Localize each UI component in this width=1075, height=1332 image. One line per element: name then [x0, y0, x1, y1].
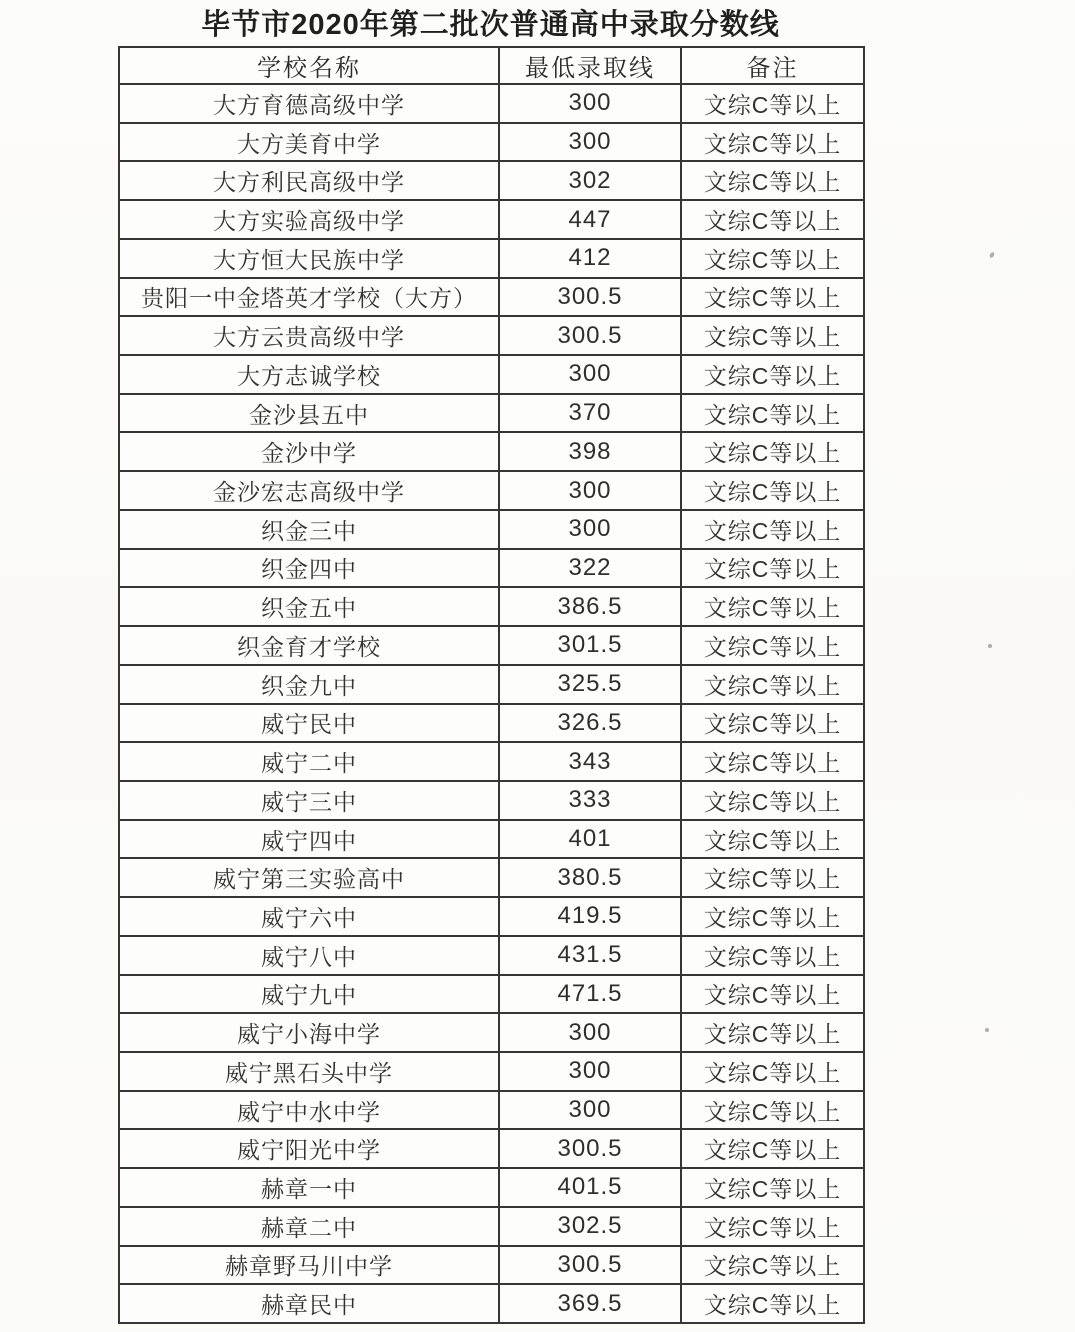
column-header-remark: 备注 — [681, 47, 864, 84]
score-cell: 302 — [499, 161, 681, 200]
score-cell: 447 — [499, 200, 681, 239]
remark-cell: 文综C等以上 — [681, 549, 864, 588]
school-name-cell: 织金五中 — [119, 587, 499, 626]
score-cell: 300.5 — [499, 278, 681, 317]
score-cell: 301.5 — [499, 626, 681, 665]
school-name-cell: 金沙宏志高级中学 — [119, 471, 499, 510]
school-name-cell: 威宁八中 — [119, 936, 499, 975]
table-row — [119, 549, 864, 588]
school-name-cell: 威宁二中 — [119, 742, 499, 781]
score-cell: 300 — [499, 1013, 681, 1052]
table-row — [119, 316, 864, 355]
school-name-cell: 织金育才学校 — [119, 626, 499, 665]
table-row — [119, 665, 864, 704]
remark-cell: 文综C等以上 — [681, 1168, 864, 1207]
school-name-cell: 威宁民中 — [119, 704, 499, 743]
school-name-cell: 威宁第三实验高中 — [119, 858, 499, 897]
school-name-cell: 织金九中 — [119, 665, 499, 704]
score-cell: 300 — [499, 84, 681, 123]
table-row — [119, 278, 864, 317]
school-name-cell: 大方恒大民族中学 — [119, 239, 499, 278]
table-row — [119, 239, 864, 278]
remark-cell: 文综C等以上 — [681, 200, 864, 239]
score-cell: 333 — [499, 781, 681, 820]
table-row — [119, 471, 864, 510]
school-name-cell: 赫章一中 — [119, 1168, 499, 1207]
remark-cell: 文综C等以上 — [681, 1091, 864, 1130]
remark-cell: 文综C等以上 — [681, 975, 864, 1014]
table-row — [119, 123, 864, 162]
remark-cell: 文综C等以上 — [681, 742, 864, 781]
school-name-cell: 大方实验高级中学 — [119, 200, 499, 239]
school-name-cell: 织金三中 — [119, 510, 499, 549]
remark-cell: 文综C等以上 — [681, 355, 864, 394]
score-cell: 300 — [499, 355, 681, 394]
scan-speck — [989, 251, 995, 258]
school-name-cell: 金沙中学 — [119, 432, 499, 471]
remark-cell: 文综C等以上 — [681, 1246, 864, 1285]
school-name-cell: 大方育德高级中学 — [119, 84, 499, 123]
table-row — [119, 1246, 864, 1285]
table-row — [119, 394, 864, 433]
table-row — [119, 432, 864, 471]
remark-cell: 文综C等以上 — [681, 1207, 864, 1246]
table-row — [119, 587, 864, 626]
table-row — [119, 1168, 864, 1207]
score-cell: 300 — [499, 1091, 681, 1130]
table-row — [119, 200, 864, 239]
school-name-cell: 威宁阳光中学 — [119, 1129, 499, 1168]
remark-cell: 文综C等以上 — [681, 858, 864, 897]
school-name-cell: 威宁九中 — [119, 975, 499, 1014]
table-row — [119, 936, 864, 975]
school-name-cell: 威宁中水中学 — [119, 1091, 499, 1130]
score-cell: 300 — [499, 1052, 681, 1091]
remark-cell: 文综C等以上 — [681, 626, 864, 665]
school-name-cell: 金沙县五中 — [119, 394, 499, 433]
score-cell: 300.5 — [499, 316, 681, 355]
remark-cell: 文综C等以上 — [681, 1284, 864, 1323]
score-cell: 380.5 — [499, 858, 681, 897]
school-name-cell: 大方云贵高级中学 — [119, 316, 499, 355]
table-row — [119, 1013, 864, 1052]
score-cell: 326.5 — [499, 704, 681, 743]
table-row — [119, 781, 864, 820]
table-row — [119, 975, 864, 1014]
remark-cell: 文综C等以上 — [681, 471, 864, 510]
remark-cell: 文综C等以上 — [681, 239, 864, 278]
school-name-cell: 威宁小海中学 — [119, 1013, 499, 1052]
remark-cell: 文综C等以上 — [681, 84, 864, 123]
score-cell: 322 — [499, 549, 681, 588]
remark-cell: 文综C等以上 — [681, 1013, 864, 1052]
school-name-cell: 大方利民高级中学 — [119, 161, 499, 200]
school-name-cell: 威宁三中 — [119, 781, 499, 820]
school-name-cell: 大方美育中学 — [119, 123, 499, 162]
table-row — [119, 626, 864, 665]
score-cell: 401.5 — [499, 1168, 681, 1207]
score-cell: 300 — [499, 510, 681, 549]
column-header-minimum-score: 最低录取线 — [499, 47, 681, 84]
table-header-row — [119, 47, 864, 84]
remark-cell: 文综C等以上 — [681, 1052, 864, 1091]
table-row — [119, 858, 864, 897]
school-name-cell: 大方志诚学校 — [119, 355, 499, 394]
table-row — [119, 510, 864, 549]
table-row — [119, 1129, 864, 1168]
school-name-cell: 赫章民中 — [119, 1284, 499, 1323]
school-name-cell: 赫章野马川中学 — [119, 1246, 499, 1285]
score-cell: 369.5 — [499, 1284, 681, 1323]
score-cell: 325.5 — [499, 665, 681, 704]
school-name-cell: 威宁四中 — [119, 820, 499, 859]
score-cell: 386.5 — [499, 587, 681, 626]
remark-cell: 文综C等以上 — [681, 587, 864, 626]
school-name-cell: 赫章二中 — [119, 1207, 499, 1246]
score-cell: 401 — [499, 820, 681, 859]
score-cell: 419.5 — [499, 897, 681, 936]
table-row — [119, 161, 864, 200]
remark-cell: 文综C等以上 — [681, 316, 864, 355]
school-name-cell: 贵阳一中金塔英才学校（大方） — [119, 278, 499, 317]
table-row — [119, 1207, 864, 1246]
remark-cell: 文综C等以上 — [681, 432, 864, 471]
score-cell: 300 — [499, 471, 681, 510]
table-row — [119, 897, 864, 936]
school-name-cell: 织金四中 — [119, 549, 499, 588]
remark-cell: 文综C等以上 — [681, 897, 864, 936]
remark-cell: 文综C等以上 — [681, 161, 864, 200]
score-cell: 300 — [499, 123, 681, 162]
table-row — [119, 820, 864, 859]
remark-cell: 文综C等以上 — [681, 278, 864, 317]
table-row — [119, 1052, 864, 1091]
document-title: 毕节市2020年第二批次普通高中录取分数线 — [201, 9, 780, 41]
table-body — [119, 84, 864, 1323]
table-row — [119, 742, 864, 781]
table-row — [119, 355, 864, 394]
remark-cell: 文综C等以上 — [681, 665, 864, 704]
admission-score-table — [118, 46, 865, 1324]
table-row — [119, 1284, 864, 1323]
scan-speck — [985, 1028, 989, 1032]
remark-cell: 文综C等以上 — [681, 123, 864, 162]
remark-cell: 文综C等以上 — [681, 936, 864, 975]
scan-speck — [988, 644, 992, 648]
score-cell: 302.5 — [499, 1207, 681, 1246]
score-cell: 412 — [499, 239, 681, 278]
remark-cell: 文综C等以上 — [681, 820, 864, 859]
school-name-cell: 威宁六中 — [119, 897, 499, 936]
score-cell: 300.5 — [499, 1129, 681, 1168]
score-cell: 431.5 — [499, 936, 681, 975]
score-cell: 343 — [499, 742, 681, 781]
score-cell: 370 — [499, 394, 681, 433]
document-sheet — [118, 4, 863, 1324]
school-name-cell: 威宁黑石头中学 — [119, 1052, 499, 1091]
remark-cell: 文综C等以上 — [681, 704, 864, 743]
column-header-school-name: 学校名称 — [119, 47, 499, 84]
table-row — [119, 84, 864, 123]
table-row — [119, 704, 864, 743]
score-cell: 300.5 — [499, 1246, 681, 1285]
score-cell: 471.5 — [499, 975, 681, 1014]
remark-cell: 文综C等以上 — [681, 510, 864, 549]
remark-cell: 文综C等以上 — [681, 781, 864, 820]
score-cell: 398 — [499, 432, 681, 471]
remark-cell: 文综C等以上 — [681, 1129, 864, 1168]
table-row — [119, 1091, 864, 1130]
remark-cell: 文综C等以上 — [681, 394, 864, 433]
